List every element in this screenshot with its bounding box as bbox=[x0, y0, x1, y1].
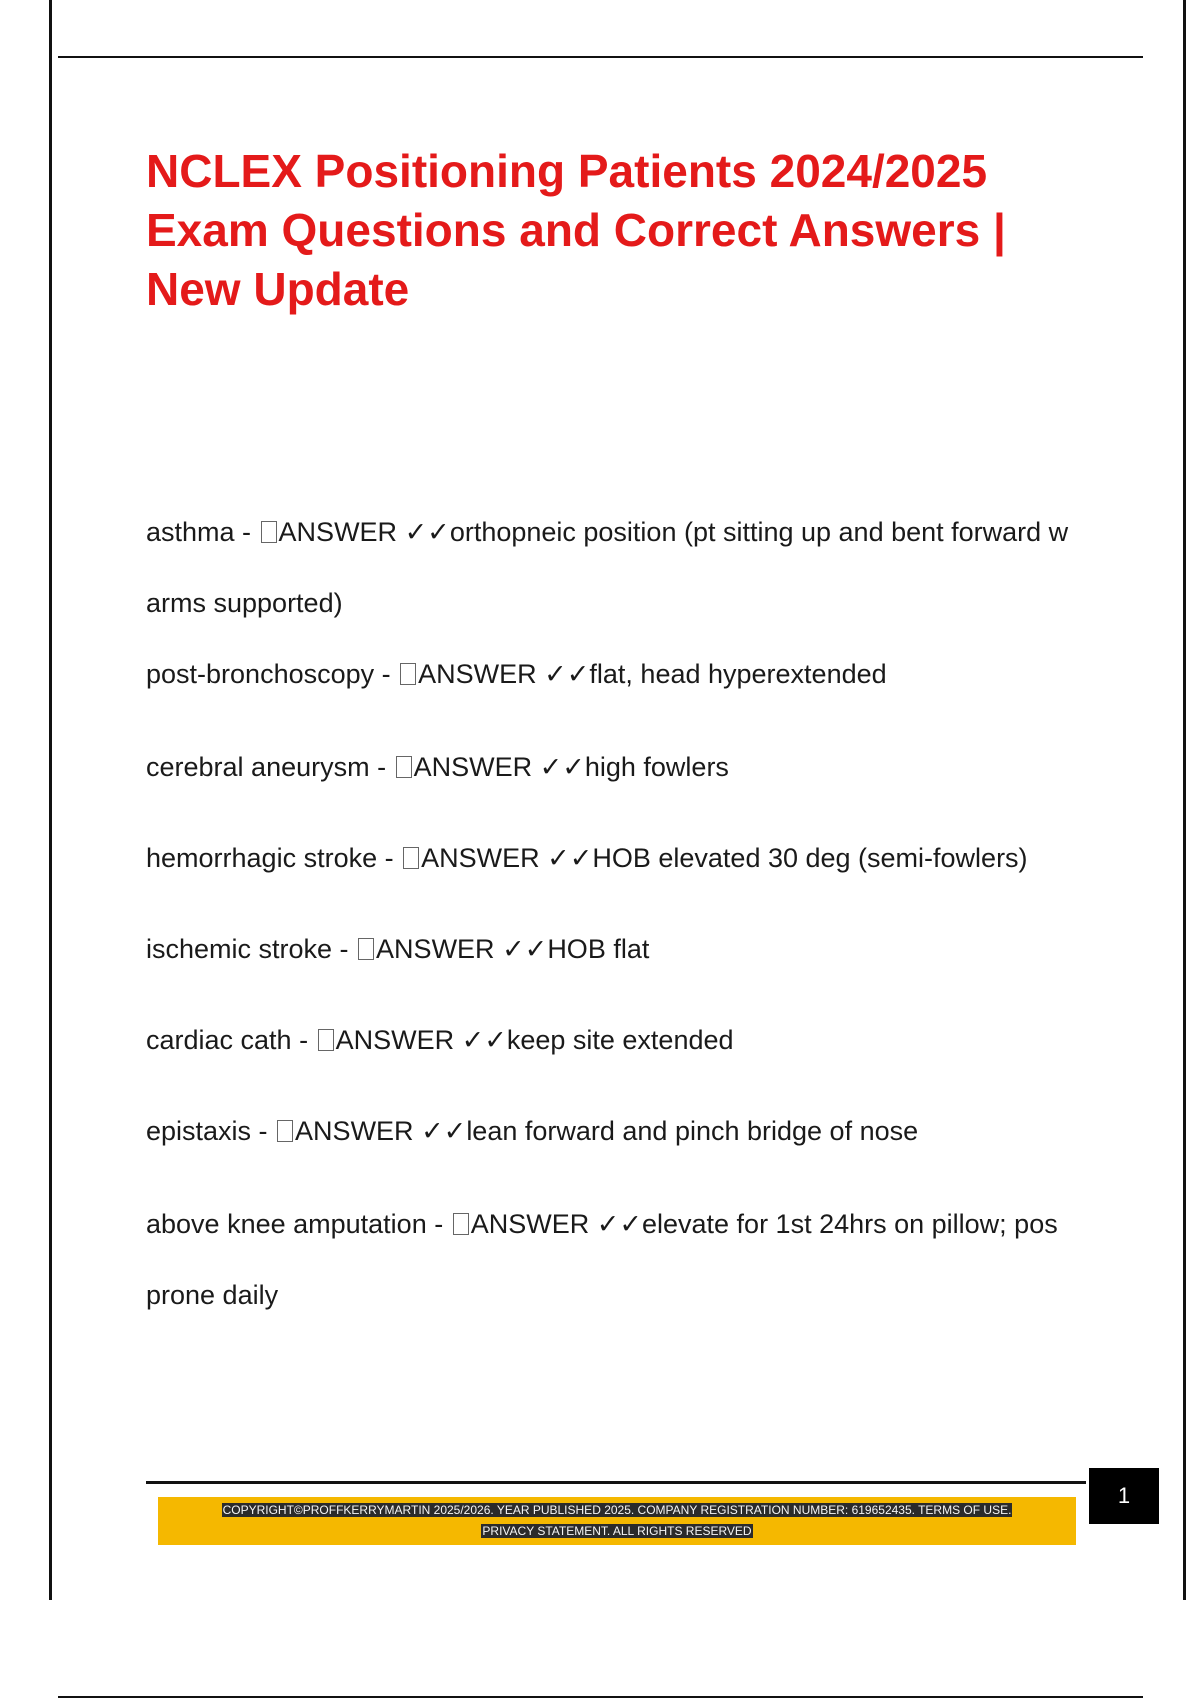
header-rule bbox=[58, 56, 1143, 58]
qa-answer: elevate for 1st 24hrs on pillow; pos prone daily bbox=[146, 1209, 1058, 1310]
answer-label: ANSWER bbox=[335, 1025, 462, 1055]
page-number: 1 bbox=[1089, 1468, 1159, 1524]
qa-term: post-bronchoscopy bbox=[146, 659, 375, 689]
answer-box-icon bbox=[318, 1029, 334, 1051]
answer-box-icon bbox=[400, 663, 416, 685]
bottom-rule bbox=[58, 1696, 1143, 1698]
qa-item bbox=[146, 914, 1096, 985]
copyright-notice bbox=[168, 1500, 1066, 1542]
checkmark-icon: ✓✓ bbox=[461, 1025, 507, 1055]
qa-answer: keep site extended bbox=[506, 1025, 734, 1055]
answer-label: ANSWER bbox=[295, 1116, 422, 1146]
answer-box-icon bbox=[358, 938, 374, 960]
answer-label: ANSWER bbox=[278, 517, 405, 547]
qa-item bbox=[146, 497, 1096, 639]
qa-answer: HOB flat bbox=[547, 934, 650, 964]
qa-separator: - bbox=[374, 659, 399, 689]
qa-item bbox=[146, 639, 1096, 710]
answer-label: ANSWER bbox=[376, 934, 503, 964]
qa-item bbox=[146, 823, 1096, 894]
answer-label: ANSWER bbox=[418, 659, 545, 689]
qa-term: epistaxis bbox=[146, 1116, 252, 1146]
copyright-line-1: COPYRIGHT©PROFFKERRYMARTIN 2025/2026. YEAR PUBLISHED 2025. COMPANY REGISTRATION NUMBER: 619652435. TERMS OF USE. bbox=[222, 1503, 1012, 1517]
page-border-right bbox=[1183, 0, 1186, 1600]
page-border-left bbox=[49, 0, 52, 1600]
checkmark-icon: ✓✓ bbox=[502, 934, 548, 964]
qa-item bbox=[146, 1189, 1096, 1331]
qa-term: cerebral aneurysm bbox=[146, 752, 370, 782]
answer-box-icon bbox=[277, 1120, 293, 1142]
qa-answer: flat, head hyperextended bbox=[589, 659, 887, 689]
qa-separator: - bbox=[251, 1116, 276, 1146]
qa-item bbox=[146, 732, 1096, 803]
checkmark-icon: ✓✓ bbox=[421, 1116, 467, 1146]
qa-answer: lean forward and pinch bridge of nose bbox=[466, 1116, 919, 1146]
qa-term: asthma bbox=[146, 517, 235, 547]
qa-term: above knee amputation bbox=[146, 1209, 427, 1239]
answer-box-icon bbox=[453, 1213, 469, 1235]
document-title: NCLEX Positioning Patients 2024/2025 Exam Questions and Correct Answers | New Update bbox=[146, 145, 1006, 315]
answer-label: ANSWER bbox=[470, 1209, 597, 1239]
qa-separator: - bbox=[369, 752, 394, 782]
qa-item bbox=[146, 1005, 1096, 1076]
checkmark-icon: ✓✓ bbox=[544, 659, 590, 689]
checkmark-icon: ✓✓ bbox=[404, 517, 450, 547]
answer-label: ANSWER bbox=[421, 843, 548, 873]
qa-separator: - bbox=[234, 517, 259, 547]
qa-item bbox=[146, 1096, 1096, 1167]
qa-separator: - bbox=[426, 1209, 451, 1239]
qa-answer: orthopneic position (pt sitting up and bent forward w arms supported) bbox=[146, 517, 1069, 618]
answer-label: ANSWER bbox=[413, 752, 540, 782]
answer-box-icon bbox=[261, 521, 277, 543]
qa-term: hemorrhagic stroke bbox=[146, 843, 378, 873]
qa-term: cardiac cath bbox=[146, 1025, 292, 1055]
qa-separator: - bbox=[332, 934, 357, 964]
qa-answer: high fowlers bbox=[584, 752, 729, 782]
checkmark-icon: ✓✓ bbox=[596, 1209, 642, 1239]
copyright-line-2: PRIVACY STATEMENT. ALL RIGHTS RESERVED bbox=[482, 1524, 752, 1538]
qa-separator: - bbox=[377, 843, 402, 873]
checkmark-icon: ✓✓ bbox=[539, 752, 585, 782]
footer-rule bbox=[146, 1481, 1086, 1484]
answer-box-icon bbox=[396, 756, 412, 778]
answer-box-icon bbox=[403, 847, 419, 869]
qa-separator: - bbox=[291, 1025, 316, 1055]
checkmark-icon: ✓✓ bbox=[547, 843, 593, 873]
qa-term: ischemic stroke bbox=[146, 934, 333, 964]
qa-answer: HOB elevated 30 deg (semi-fowlers) bbox=[592, 843, 1028, 873]
